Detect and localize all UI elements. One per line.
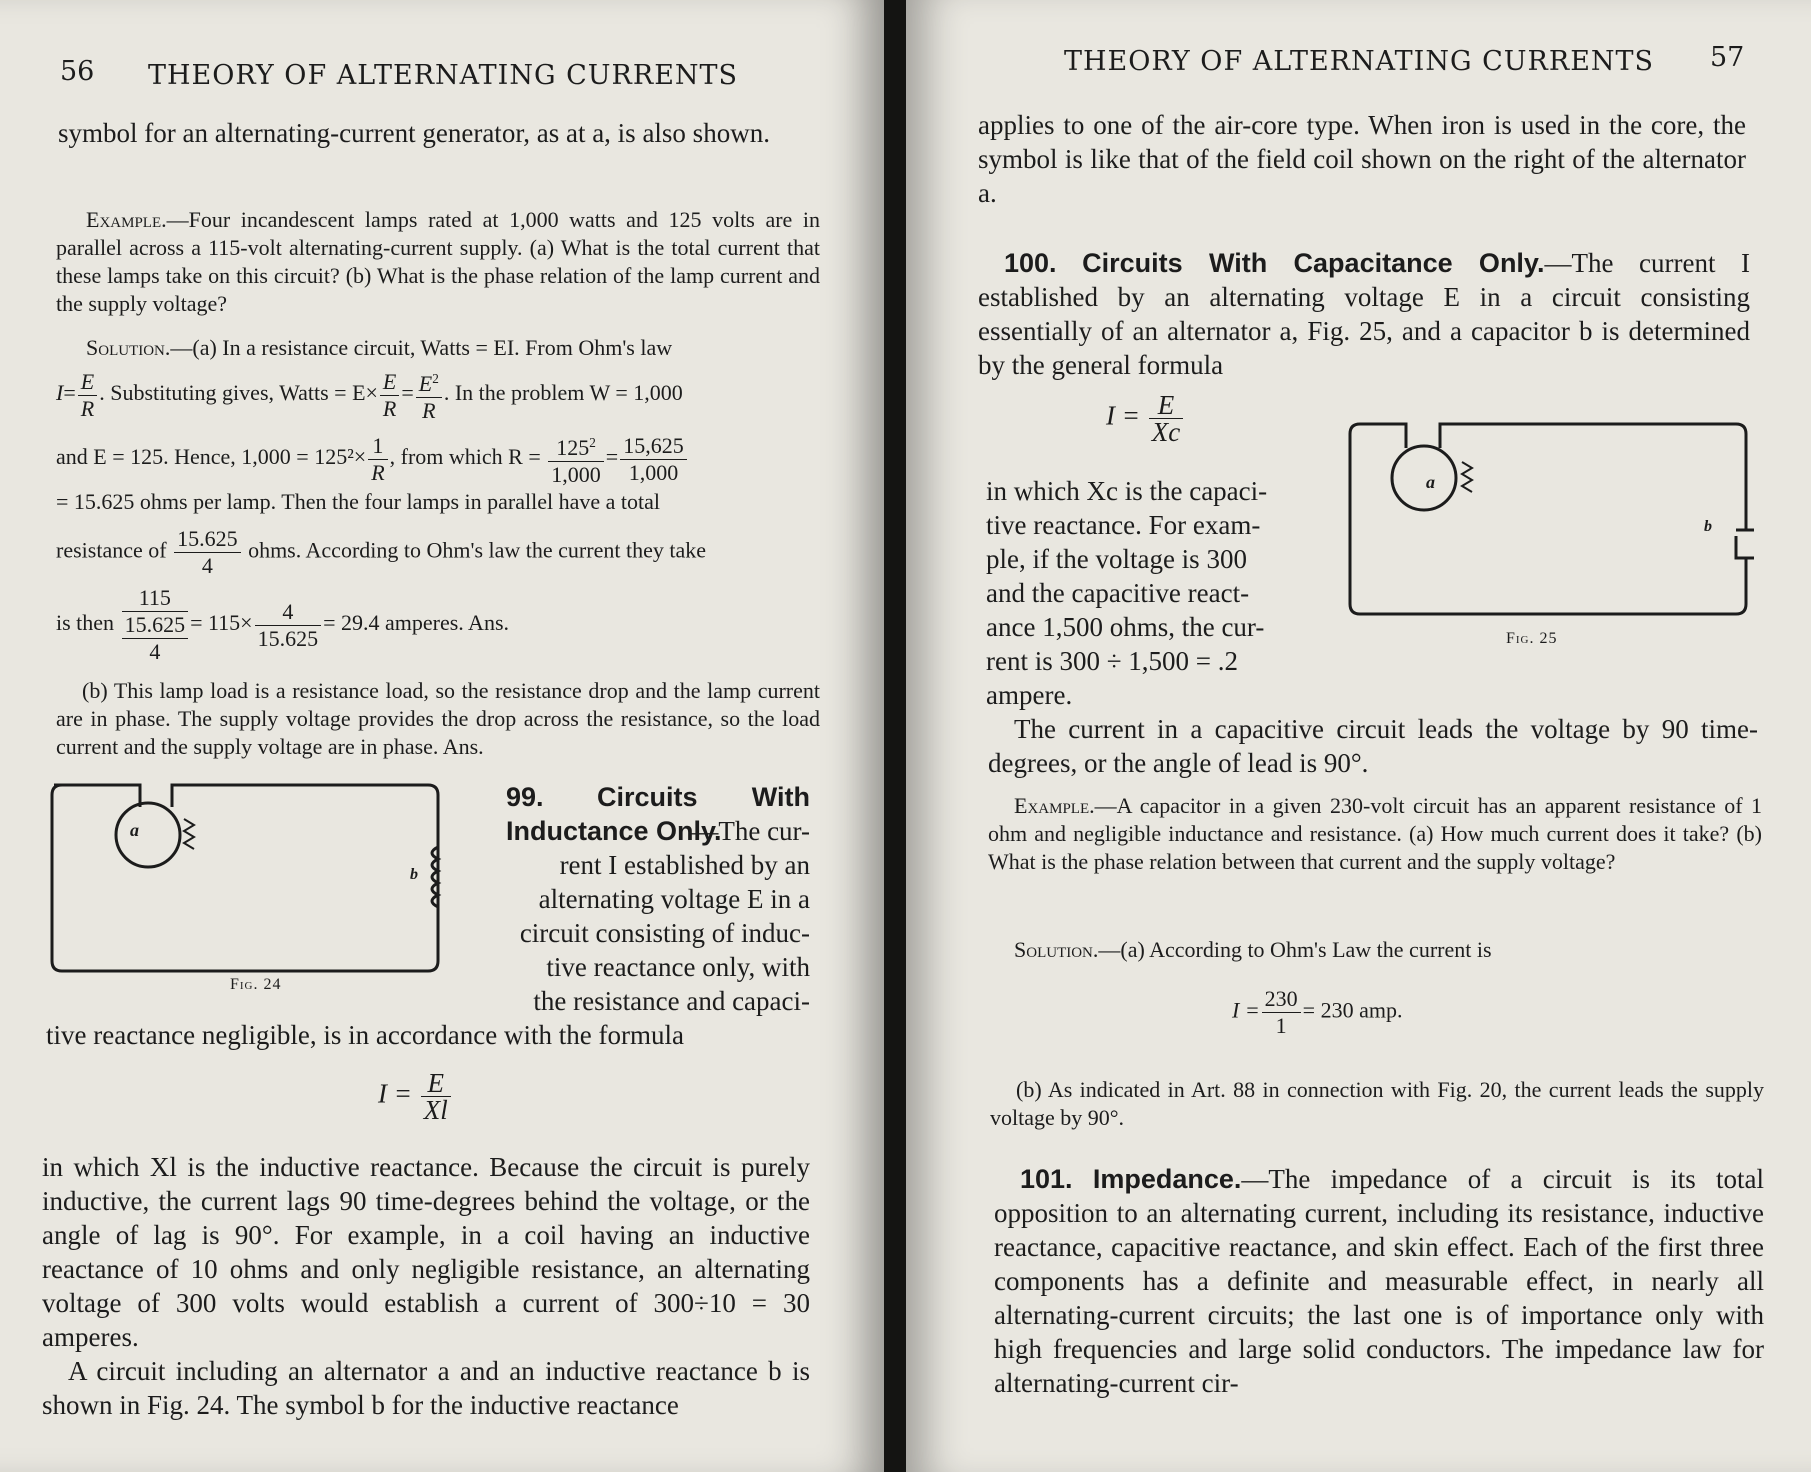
text-line: tive reactance. For exam- [986, 510, 1261, 540]
section-number: 101. [1020, 1164, 1073, 1194]
fraction: $\frac{E}{R}$ [380, 369, 399, 422]
compound-fraction: 115 15.625 4 [122, 585, 189, 665]
solution-formula [1232, 986, 1402, 1039]
solution-text: resistance of [56, 537, 167, 563]
formula-lhs: I = [1232, 997, 1260, 1023]
fig25-circuit-diagram [1344, 418, 1754, 618]
solution-part-b: (b) As indicated in Art. 88 in connection with Fig. 20, the current leads the supply voltage by 90°. [990, 1077, 1764, 1130]
paragraph: A circuit including an alternator a and an inductive reactance b is shown in Fig. 24. The symbol b for the inductive reactance [42, 1356, 810, 1420]
page-number: 57 [1710, 42, 1745, 73]
formula-denominator: Xc [1151, 417, 1181, 447]
formula-lhs: I = [1106, 400, 1140, 431]
solution-text: = 115× [190, 610, 253, 636]
solution-text: —(a) In a resistance circuit, Watts = EI. From Ohm's law [170, 335, 673, 360]
formula-capacitive [1106, 392, 1185, 445]
fraction: $\frac{125^2}{1,000}$ [548, 430, 604, 488]
section-99-lines [476, 814, 810, 1018]
solution-text: ohms. According to Ohm's law the current they take [248, 537, 706, 563]
fraction-E-over-R: $\frac{E}{R}$ [78, 369, 97, 422]
fig25-caption: Fig. 25 [1506, 630, 1558, 647]
solution-label: Solution. [86, 335, 171, 360]
capacitor-symbol [1736, 530, 1754, 558]
formula-lhs: I = [378, 1078, 412, 1109]
fraction: $\frac{1}{R}$ [368, 433, 387, 486]
text-line: alternating voltage E in a [538, 884, 810, 914]
section-101 [994, 1162, 1764, 1400]
paragraph: tive reactance negligible, is in accordance with the formula [46, 1020, 684, 1050]
formula-numerator: E [1149, 392, 1183, 419]
text-line: ple, if the voltage is 300 [986, 544, 1247, 574]
text-line: ampere. [986, 680, 1073, 710]
paragraph: applies to one of the air-core type. When iron is used in the core, the symbol is like that of the field coil shown on the right of the alternator a. [978, 110, 1746, 208]
section-title: Circuits With Inductance Only. [506, 782, 810, 846]
section-number: 100. [1004, 248, 1057, 278]
right-page [906, 0, 1811, 1472]
solution-label: Solution. [1014, 937, 1099, 962]
example-label: Example. [1014, 793, 1095, 818]
text-line: the resistance and capaci- [533, 986, 810, 1016]
text-line: rent I established by an [559, 850, 810, 880]
solution-part-b: (b) This lamp load is a resistance load, so the resistance drop and the lamp current are in phase. The supply voltage provides the drop across the resistance, so the load current and the supply voltage are in phase. Ans. [56, 678, 820, 759]
solution-text: and E = 125. Hence, 1,000 = 125²× [56, 444, 367, 470]
solution-text: is then [56, 610, 115, 636]
formula-numerator: E [421, 1070, 451, 1097]
fraction: $\frac{4}{15.625}$ [255, 599, 322, 652]
formula-denominator: Xl [423, 1095, 448, 1125]
fig24-caption: Fig. 24 [230, 976, 282, 993]
left-page [0, 0, 884, 1472]
example-label: Example. [86, 207, 167, 232]
example [988, 792, 1762, 876]
example-text: —Four incandescent lamps rated at 1,000 watts and 125 volts are in parallel across a 115-volt alternating-current supply. (a) What is the total current that these lamps take on this circuit? (b) What is the phase relation of the lamp current and the supply voltage? [56, 207, 820, 316]
formula-numerator: 230 [1262, 986, 1301, 1013]
text-line: —The cur- [691, 816, 810, 846]
solution [988, 936, 1762, 964]
section-text: —The current I established by an alternating voltage E in a circuit consisting essentially of an alternator a, Fig. 25, and a capacitor b is determined by the general formula [978, 248, 1751, 380]
example [56, 206, 820, 318]
fraction: $\frac{15.625}{4}$ [174, 526, 241, 579]
text-line: and the capacitive react- [986, 578, 1250, 608]
fig24-label-a: a [130, 820, 139, 840]
formula-inductive [378, 1070, 453, 1123]
paragraph: in which Xl is the inductive reactance. Because the circuit is purely inductive, the current lags 90 time-degrees behind the voltage, or the angle of lag is 90°. For example, in a coil having an inductive reactance of 10 ohms and only negligible resistance, an alternating voltage of 300 volts would establish a current of 300÷10 = 30 amperes. [42, 1152, 810, 1352]
fraction: $\frac{15,625}{1,000}$ [620, 433, 687, 486]
solution-text: = 15.625 ohms per lamp. Then the four lamps in parallel have a total [56, 489, 661, 514]
text-line: tive reactance only, with [546, 952, 810, 982]
text-line: rent is 300 ÷ 1,500 = .2 [986, 646, 1239, 676]
fig25-label-b: b [1704, 518, 1712, 535]
solution-text: In the problem W = 1,000 [454, 380, 683, 406]
paragraph: symbol for an alternating-current generator, as at a, is also shown. [58, 118, 770, 148]
fraction: $\frac{E^2}{R}$ [416, 366, 442, 424]
section-number: 99. [506, 782, 544, 812]
alternator-symbol [1392, 446, 1456, 510]
fig24-circuit-diagram [48, 775, 448, 975]
formula-result: = 230 amp. [1302, 997, 1403, 1023]
solution-text: Substituting gives, Watts = E× [110, 380, 378, 406]
side-paragraph [986, 474, 1334, 712]
formula-denominator: 1 [1275, 1013, 1287, 1038]
running-head: THEORY OF ALTERNATING CURRENTS [1064, 46, 1655, 77]
text-line: ance 1,500 ohms, the cur- [986, 612, 1265, 642]
solution-text: = 29.4 amperes. Ans. [323, 610, 509, 636]
solution-text: —(a) According to Ohm's Law the current is [1098, 937, 1492, 962]
section-title: Circuits With Capacitance Only. [1082, 248, 1545, 278]
paragraph: The current in a capacitive circuit leads the voltage by 90 time-degrees, or the angle of lead is 90°. [988, 714, 1758, 778]
text-line: in which Xc is the capaci- [986, 476, 1268, 506]
section-100 [978, 246, 1750, 382]
fig24-label-b: b [410, 866, 418, 883]
running-head: THEORY OF ALTERNATING CURRENTS [148, 60, 739, 91]
solution: Solution.—(a) In a resistance circuit, Watts = EI. From Ohm's law I= $\frac{E}{R}$ . Substituting gives, Watts = E× $\frac{E}{R}$ = $\frac{E^2}{R}$ . In the problem W = 1,000 and E = 125. Hence, 1,000 = 125²× $\frac{1}{R}$ , from which R = $\frac{125^2}{1,000}$ = $\frac{15,625}{1,000}$ = 15.625 ohms per lamp. Then the four lamps in parallel have a total resistance of $\frac{15.625}{4}$ ohms. According to Ohm's law the current they take is then 115 15.625 4 = 115× $\frac{4}{15.625}$ = 29.4 amperes. Ans. (b) This lamp load is a resistance load, so the resistance drop and the lamp current are in phase. The supply voltage provides the drop across the resistance, so the load current and the supply voltage are in phase. Ans. [56, 335, 820, 759]
page-number: 56 [60, 56, 95, 87]
example-text: —A capacitor in a given 230-volt circuit has an apparent resistance of 1 ohm and negligible inductance and resistance. (a) How much current does it take? (b) What is the phase relation between that current and the supply voltage? [988, 793, 1762, 874]
section-title: Impedance. [1092, 1164, 1242, 1194]
section-text: —The impedance of a circuit is its total opposition to an alternating current, including its resistance, inductive reactance, capacitive reactance, and skin effect. Each of the first three components has a definite and measurable effect, in nearly all alternating-current circuits; the last one is of importance only with high frequencies and large solid conductors. The impedance law for alternating-current cir- [994, 1164, 1764, 1398]
book-gutter [884, 0, 906, 1472]
alternator-symbol [116, 803, 180, 867]
text-line: circuit consisting of induc- [519, 918, 810, 948]
solution-text: from which R = [400, 444, 541, 470]
fig25-label-a: a [1426, 472, 1435, 492]
